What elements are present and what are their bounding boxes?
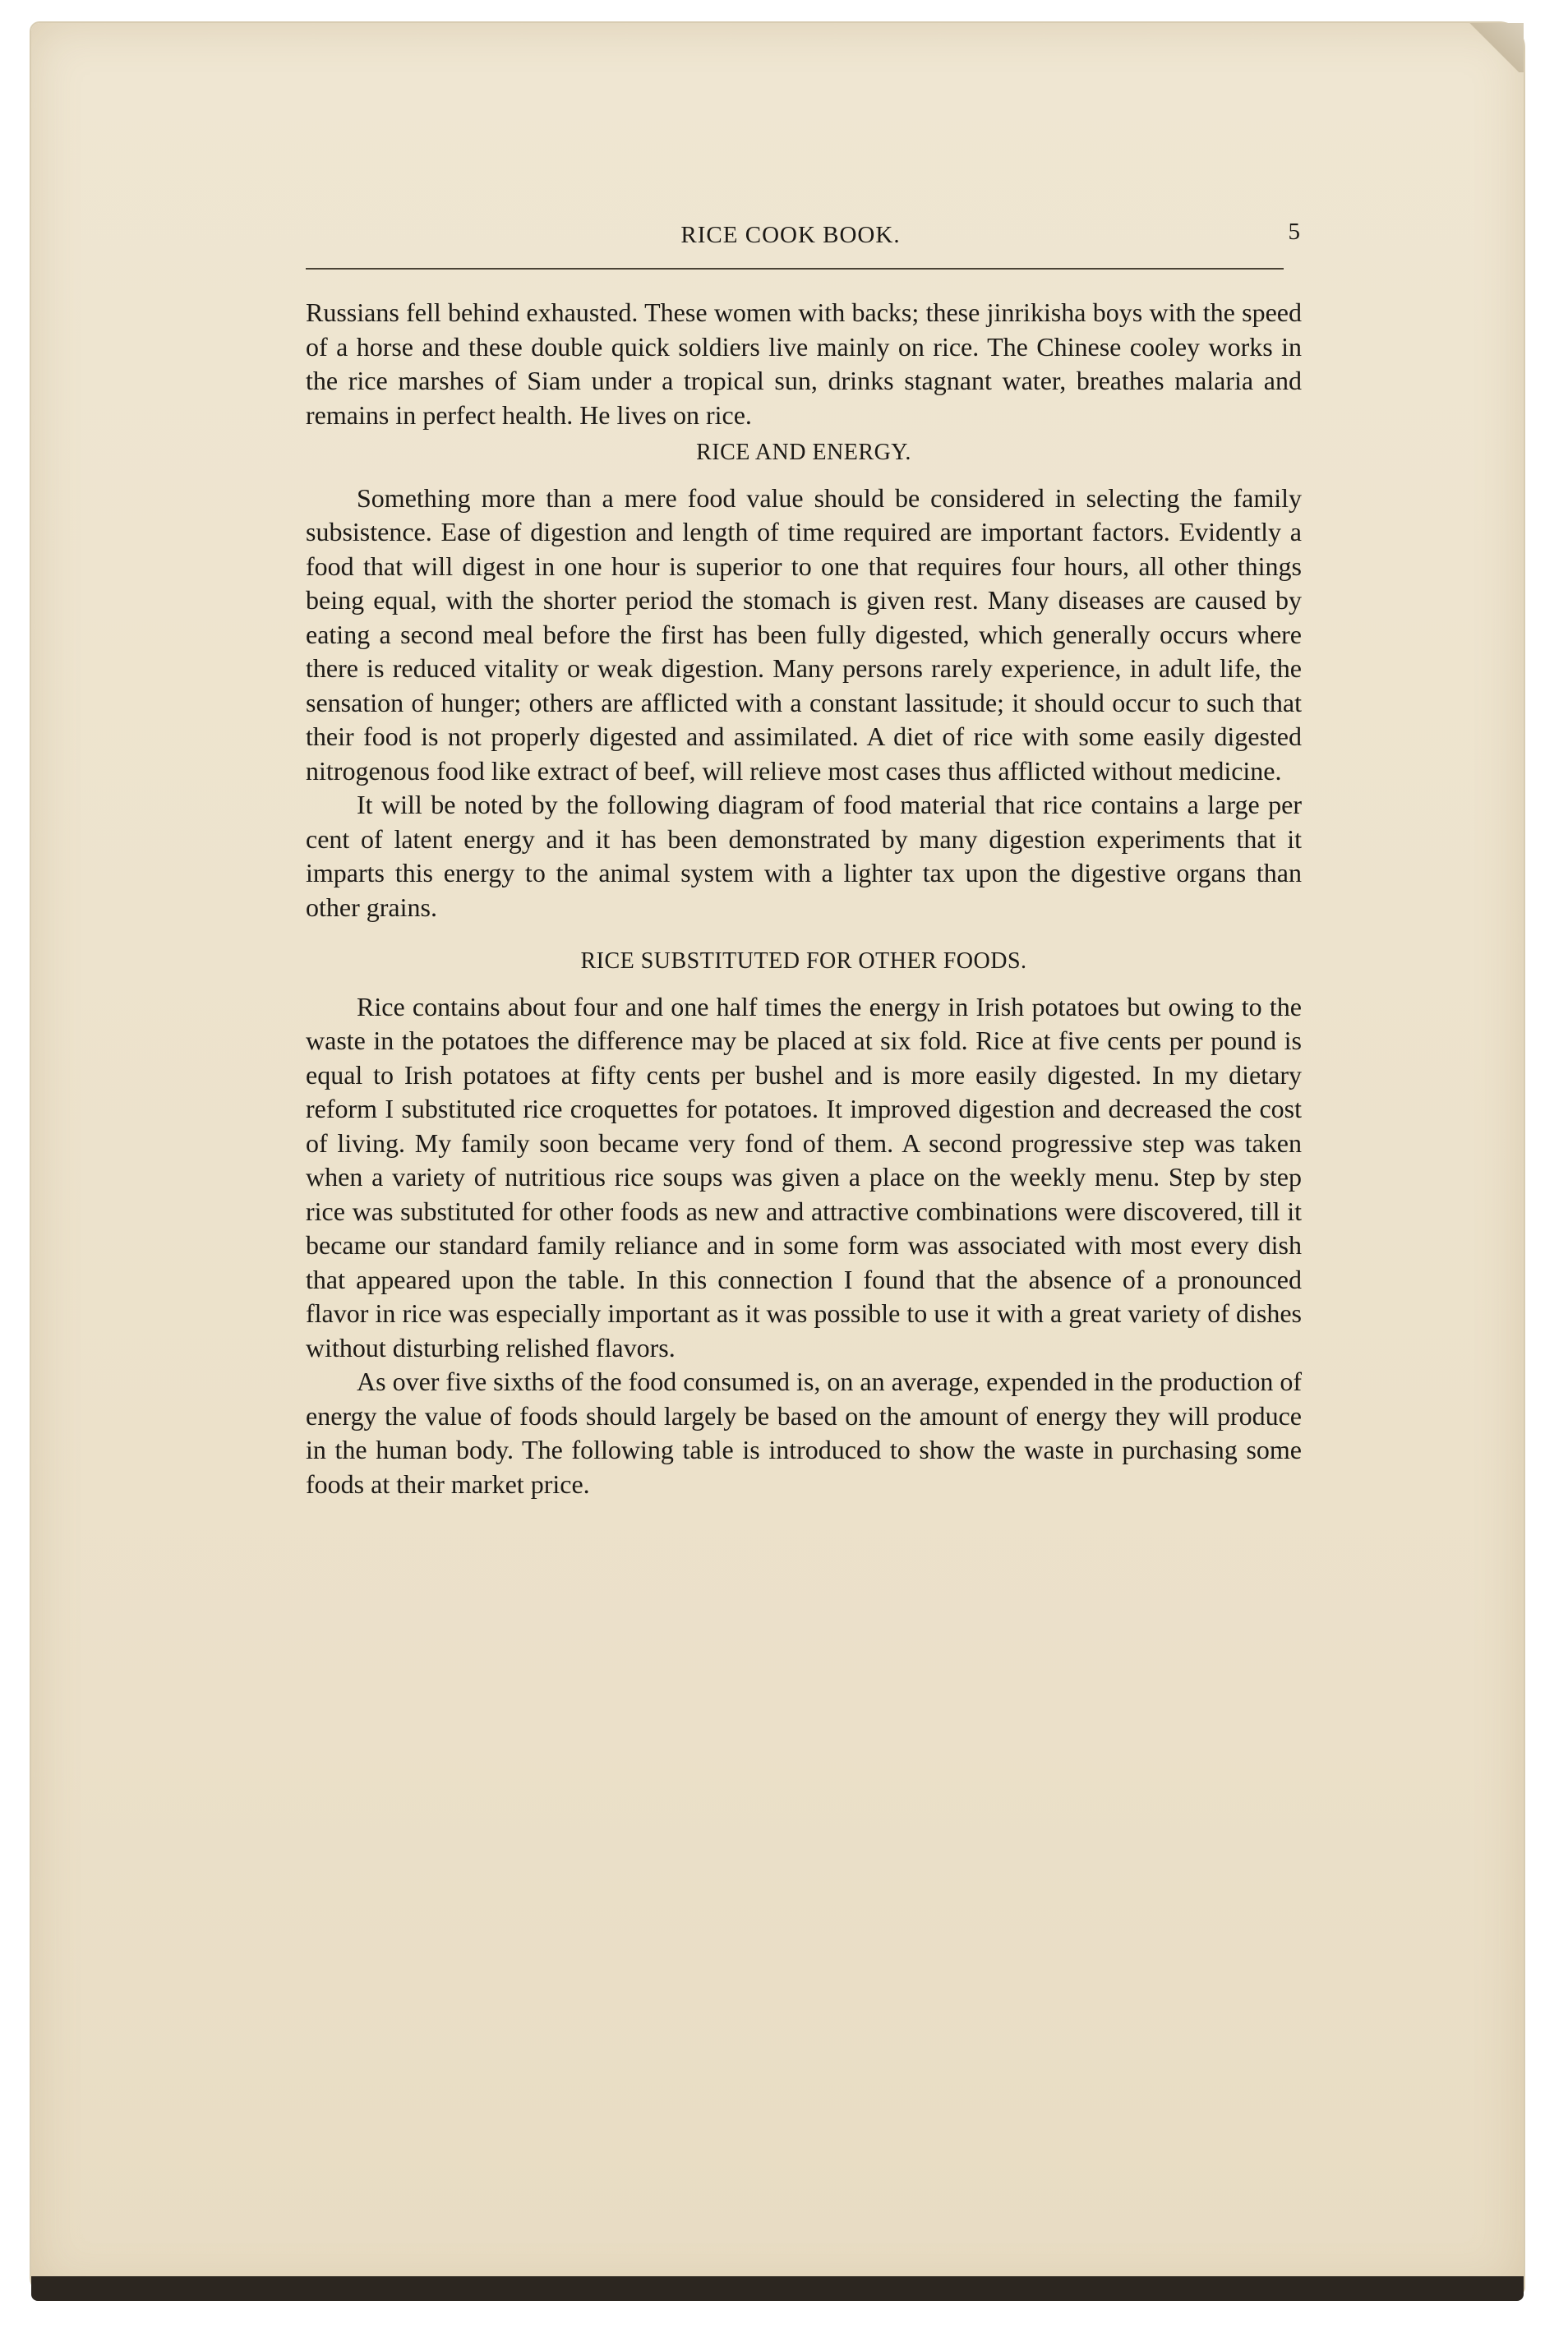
page-bottom-edge: [31, 2276, 1524, 2301]
paragraph-food-value: Something more than a mere food value should be considered in selecting the family subsistence. Ease of digestion and length of time required are important factors. Evidently a food that will digest in one hour is superior to one that requires four hours, all other things being equal, with the shorter period the stomach is given rest. Many diseases are caused by eating a second meal before the first has been fully digested, which generally occurs where there is reduced vitality or weak digestion. Many persons rarely experience, in adult life, the sensation of hunger; others are afflicted with a constant lassitude; it should occur to such that their food is not properly digested and assimilated. A diet of rice with some easily digested nitrogenous food like extract of beef, will relieve most cases thus afflicted without medicine.: [306, 482, 1302, 786]
paragraph-energy-value: As over five sixths of the food consumed is, on an average, expended in the production of energy the value of foods should largely be based on the amount of energy they will produce in the human body. The following table is introduced to show the waste in purchasing some foods at their market price.: [306, 1367, 1302, 1499]
running-title: RICE COOK BOOK.: [680, 222, 901, 248]
page-number: 5: [1288, 219, 1300, 245]
paragraph-continuation: Russians fell behind exhausted. These women with backs; these jinrikisha boys with the speed of a horse and these double quick soldiers live mainly on rice. The Chinese cooley works in the rice marshes of Siam under a tropical sun, drinks stagnant water, breathes malaria and remains in perfect health. He lives on rice.: [306, 297, 1302, 430]
header-rule: [306, 268, 1284, 270]
body-text: [306, 296, 1302, 1501]
section-heading-rice-and-energy: RICE AND ENERGY.: [696, 440, 911, 465]
running-head: [306, 219, 1300, 255]
paragraph-potatoes: Rice contains about four and one half times the energy in Irish potatoes but owing to the waste in the potatoes the difference may be placed at six fold. Rice at five cents per pound is equal to Irish potatoes at fifty cents per bushel and is more easily digested. In my dietary reform I substituted rice croquettes for potatoes. It improved digestion and decreased the cost of living. My family soon became very fond of them. A second progressive step was taken when a variety of nutritious rice soups was given a place on the weekly menu. Step by step rice was substituted for other foods as new and attractive combinations were discovered, till it became our standard family reliance and in some form was associated with most every dish that appeared upon the table. In this connection I found that the absence of a pronounced flavor in rice was especially important as it was possible to use it with a great variety of dishes without disturbing relished flavors.: [306, 991, 1302, 1362]
section-heading-rice-substituted: RICE SUBSTITUTED FOR OTHER FOODS.: [580, 948, 1027, 974]
paragraph-latent-energy: It will be noted by the following diagram of food material that rice contains a large per cent of latent energy and it has been demonstrated by many digestion experiments that it imparts this energy to the animal system with a lighter tax upon the digestive organs than other grains.: [306, 790, 1302, 922]
page-corner-fold: [1466, 23, 1524, 72]
